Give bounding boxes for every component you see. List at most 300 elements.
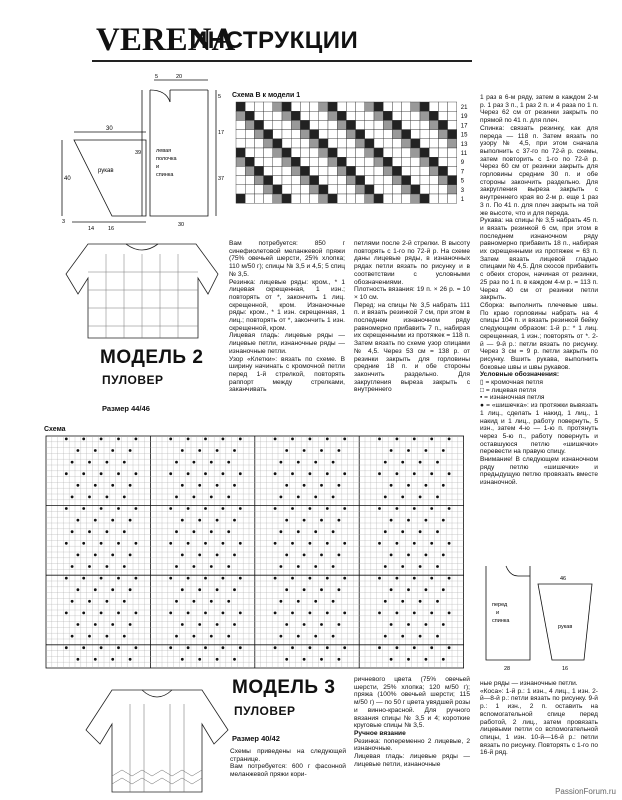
schema-grid-dot [82, 646, 85, 649]
schema-grid-dot [216, 519, 219, 522]
scheme-b-cell [337, 111, 346, 120]
schema-grid-dot [419, 461, 422, 464]
schema-grid-dot [378, 577, 381, 580]
scheme-b-cell [429, 185, 438, 194]
schema-grid-dot [407, 449, 410, 452]
scheme-b-cell [282, 157, 291, 166]
schema-grid-dot [407, 554, 410, 557]
schema-grid-dot [390, 588, 393, 591]
schema-grid-dot [297, 496, 300, 499]
scheme-b-cell [319, 102, 328, 111]
scheme-b-cell [438, 148, 447, 157]
schema-grid-dot [291, 472, 294, 475]
scheme-b-cell [383, 148, 392, 157]
schema-grid-dot [384, 600, 387, 603]
scheme-b-cell [392, 120, 401, 129]
dim-d5: 5 [218, 94, 222, 100]
scheme-b-cell [319, 148, 328, 157]
schema-grid-dot [88, 600, 91, 603]
scheme-b-cell [328, 176, 337, 185]
schema-grid-dot [396, 646, 399, 649]
schema-grid-dot [65, 646, 68, 649]
schema-grid-dot [384, 496, 387, 499]
schema-grid-dot [314, 635, 317, 638]
schema-grid-dot [274, 612, 277, 615]
text-c1d: Сборка: выполнить плечевые швы. По краю горловины набрать на 4 спицы 104 п. и вязать резинкой бейку следующим образом: 1-й р.: * 1 лиц. скрещенная, 1 изн.; повторять от *. 2-й — 9-й р.: петли вязать по рисунку. Через 3 см = 9 р. петли закрыть по рисунку. Вшить рукава, выполнить боковые швы и швы рукавов. [480, 301, 598, 371]
schema-grid-dot [320, 623, 323, 626]
schema-grid-dot [88, 565, 91, 568]
scheme-b-cell [346, 120, 355, 129]
scheme-b-cell [236, 148, 245, 157]
scheme-b-cell [392, 130, 401, 139]
scheme-b-cell [300, 148, 309, 157]
scheme-b-cell [346, 185, 355, 194]
scheme-b-cell [365, 139, 374, 148]
scheme-b-cell [411, 148, 420, 157]
schema-grid-dot [239, 438, 242, 441]
scheme-b-cell [411, 139, 420, 148]
schema-grid-dot [280, 496, 283, 499]
schema-grid-dot [303, 623, 306, 626]
scheme-b-cell [328, 139, 337, 148]
text-col-m3-mid [354, 676, 470, 768]
schema-grid-dot [187, 577, 190, 580]
schema-grid-dot [65, 577, 68, 580]
schema-grid-dot [378, 507, 381, 510]
scheme-b-cell [328, 120, 337, 129]
scheme-b-cell [291, 194, 300, 203]
schema-grid-dot [326, 577, 329, 580]
scheme-b-cell [365, 166, 374, 175]
text-m3g: ные ряды — изнаночные петли. [480, 680, 578, 687]
dim-bottom-28: 28 [504, 666, 511, 672]
scheme-b-cell [392, 194, 401, 203]
schema-grid-dot [169, 438, 172, 441]
pattern-diagram-model2 [480, 556, 602, 674]
schema-grid-dot [332, 496, 335, 499]
scheme-b-cell [420, 185, 429, 194]
scheme-b-cell [429, 157, 438, 166]
scheme-b-cell [254, 111, 263, 120]
schema-grid-dot [77, 554, 80, 557]
schema-grid-dot [129, 658, 132, 661]
schema-grid-dot [169, 472, 172, 475]
scheme-b-row-label: 3 [460, 187, 465, 194]
schema-grid-dot [419, 565, 422, 568]
schema-grid-dot [204, 438, 207, 441]
scheme-b-cell [254, 102, 263, 111]
scheme-b-cell [310, 102, 319, 111]
svg-text:спинка: спинка [156, 172, 174, 178]
schema-grid-dot [309, 507, 312, 510]
schema-grid-dot [198, 623, 201, 626]
scheme-b-cell [365, 130, 374, 139]
schema-grid-dot [309, 612, 312, 615]
scheme-b-row-label: 11 [460, 151, 468, 157]
scheme-b-cell [438, 139, 447, 148]
schema-grid-dot [169, 542, 172, 545]
scheme-b-cell [374, 120, 383, 129]
scheme-b-cell [245, 194, 254, 203]
schema-grid-dot [274, 577, 277, 580]
schema-grid-dot [274, 542, 277, 545]
schema-grid-dot [320, 588, 323, 591]
schema-grid-dot [111, 484, 114, 487]
scheme-b-cell [374, 166, 383, 175]
scheme-b-cell [448, 111, 457, 120]
scheme-b-cell [328, 194, 337, 203]
scheme-b-cell [254, 194, 263, 203]
scheme-b-cell [448, 102, 457, 111]
scheme-b-cell [337, 130, 346, 139]
schema-grid-dot [198, 658, 201, 661]
scheme-b-cell [429, 102, 438, 111]
schema-grid-dot [193, 600, 196, 603]
schema-grid-dot [332, 635, 335, 638]
text-c1: 1 раз в 6-м ряду, затем в каждом 2-м р. 1 раз 3 п., 1 раз 2 п. и 4 раза по 1 п. Через 62 см от резинки закрыть по прямой по 41 п. для плеч. [480, 94, 598, 125]
text-legend-3: ▪ = изнаночная петля [480, 394, 545, 402]
scheme-b-cell [264, 157, 273, 166]
schema-grid-dot [204, 542, 207, 545]
schema-grid-dot [401, 565, 404, 568]
schema-grid-dot [314, 461, 317, 464]
scheme-b-cell [448, 139, 457, 148]
schema-grid-dot [227, 530, 230, 533]
schema-grid-dot [326, 646, 329, 649]
schema-grid-dot [384, 635, 387, 638]
scheme-b-grid [232, 100, 478, 212]
schema-grid-dot [129, 554, 132, 557]
schema-grid-dot [419, 530, 422, 533]
scheme-b-cell [346, 157, 355, 166]
scheme-b-cell [291, 139, 300, 148]
schema-grid-dot [65, 438, 68, 441]
schema-grid-dot [442, 449, 445, 452]
scheme-b-cell [254, 157, 263, 166]
scheme-b-cell [429, 148, 438, 157]
scheme-b-cell [282, 166, 291, 175]
schema-grid-dot [239, 612, 242, 615]
scheme-b-title: Схема B к модели 1 [232, 92, 301, 99]
scheme-b-cell [236, 120, 245, 129]
schema-grid-dot [216, 623, 219, 626]
schema-grid-dot [332, 600, 335, 603]
scheme-b-cell [402, 157, 411, 166]
schema-grid-dot [297, 530, 300, 533]
schema-grid-dot [291, 612, 294, 615]
scheme-b-cell [448, 185, 457, 194]
schema-grid-dot [100, 577, 103, 580]
scheme-b-cell [420, 176, 429, 185]
schema-grid-dot [309, 646, 312, 649]
schema-grid-dot [419, 600, 422, 603]
schema-grid-dot [198, 554, 201, 557]
scheme-b-cell [310, 176, 319, 185]
schema-grid-dot [88, 461, 91, 464]
scheme-b-cell [438, 166, 447, 175]
dim-bottom-16: 16 [562, 666, 569, 672]
schema-grid-dot [169, 577, 172, 580]
schema-grid-dot [413, 472, 416, 475]
schema-grid-dot [123, 565, 126, 568]
scheme-b-cell [392, 139, 401, 148]
schema-grid-dot [442, 484, 445, 487]
schema-grid-dot [239, 472, 242, 475]
schema-grid-dot [106, 635, 109, 638]
scheme-b-cell [365, 194, 374, 203]
schema-grid-dot [291, 577, 294, 580]
schema-grid-dot [117, 646, 120, 649]
scheme-b-cell [319, 166, 328, 175]
schema-grid-dot [326, 472, 329, 475]
scheme-b-cell [438, 102, 447, 111]
schema-grid-dot [378, 472, 381, 475]
scheme-b-cell [365, 111, 374, 120]
scheme-b-cell [383, 139, 392, 148]
schema-grid-dot [343, 646, 346, 649]
scheme-b-cell [420, 194, 429, 203]
scheme-b-cell [429, 166, 438, 175]
dim-sleeve-height: 40 [64, 176, 71, 182]
scheme-b-cell [438, 185, 447, 194]
model3-subtitle: ПУЛОВЕР [234, 704, 296, 718]
schema-grid-dot [320, 519, 323, 522]
schema-grid-dot [175, 461, 178, 464]
schema-grid-dot [65, 542, 68, 545]
scheme-b-cell [383, 130, 392, 139]
schema-grid-dot [436, 461, 439, 464]
scheme-b-cell [291, 102, 300, 111]
schema-grid-dot [94, 658, 97, 661]
scheme-b-cell [328, 148, 337, 157]
schema-grid-dot [169, 612, 172, 615]
schema-grid-dot [396, 612, 399, 615]
schema-grid-dot [239, 646, 242, 649]
schema-grid-dot [378, 438, 381, 441]
schema-grid-dot [193, 461, 196, 464]
schema-grid-dot [425, 554, 428, 557]
scheme-b-cell [282, 148, 291, 157]
scheme-b-cell [356, 111, 365, 120]
schema-grid-dot [198, 449, 201, 452]
schema-grid-dot [303, 658, 306, 661]
schema-grid-dot [436, 600, 439, 603]
schema-grid-dot [94, 588, 97, 591]
scheme-b-cell [282, 139, 291, 148]
schema-grid-dot [436, 496, 439, 499]
schema-grid-dot [430, 577, 433, 580]
model3-title: МОДЕЛЬ 3 [232, 677, 336, 698]
scheme-b-cell [402, 130, 411, 139]
scheme-b-cell [300, 166, 309, 175]
schema-grid-dot [413, 542, 416, 545]
schema-grid-dot [297, 565, 300, 568]
scheme-b-cell [374, 130, 383, 139]
schema-grid-dot [285, 519, 288, 522]
schema-grid-dot [332, 565, 335, 568]
schema-grid-dot [343, 472, 346, 475]
schema-grid-dot [314, 565, 317, 568]
schema-grid-dot [227, 600, 230, 603]
schema-grid-dot [338, 484, 341, 487]
schema-grid-dot [309, 438, 312, 441]
schema-grid-dot [401, 600, 404, 603]
schema-grid-dot [401, 461, 404, 464]
scheme-b-cell [273, 120, 282, 129]
schema-grid-dot [117, 438, 120, 441]
scheme-b-cell [300, 185, 309, 194]
schema-grid-dot [222, 542, 225, 545]
scheme-b-cell [346, 166, 355, 175]
scheme-b-cell [245, 139, 254, 148]
text-m3f: Лицевая гладь: лицевые ряды — лицевые петли, изнаночные [354, 753, 470, 768]
scheme-b-cell [346, 111, 355, 120]
schema-grid-dot [303, 554, 306, 557]
schema-grid-dot [280, 600, 283, 603]
scheme-b-cell [264, 111, 273, 120]
scheme-b-cell [337, 102, 346, 111]
scheme-b-cell [264, 166, 273, 175]
schema-grid-dot [106, 530, 109, 533]
scheme-b-cell [264, 120, 273, 129]
scheme-b-cell [438, 194, 447, 203]
schema-grid-dot [419, 496, 422, 499]
scheme-b-cell [282, 185, 291, 194]
scheme-b-cell [319, 130, 328, 139]
schema-grid-dot [326, 507, 329, 510]
scheme-b-cell [429, 176, 438, 185]
sweater-model2-image [58, 234, 226, 342]
schema-grid-dot [129, 588, 132, 591]
scheme-b-cell [236, 194, 245, 203]
scheme-b-cell [300, 157, 309, 166]
scheme-b-cell [411, 111, 420, 120]
scheme-b-cell [273, 139, 282, 148]
scheme-b-cell [383, 176, 392, 185]
schema-grid-dot [384, 461, 387, 464]
scheme-b-cell [356, 185, 365, 194]
scheme-b-cell [310, 157, 319, 166]
scheme-b-cell [392, 148, 401, 157]
scheme-b-cell [448, 176, 457, 185]
schema-grid-dot [129, 484, 132, 487]
text-legend-1: ▯ = кромочная петля [480, 379, 543, 387]
schema-grid-dot [430, 542, 433, 545]
schema-grid-dot [401, 635, 404, 638]
schema-grid-dot [390, 484, 393, 487]
scheme-b-cell [273, 176, 282, 185]
scheme-b-cell [291, 111, 300, 120]
scheme-b-cell [411, 120, 420, 129]
schema-grid-dot [181, 449, 184, 452]
scheme-b-cell [337, 185, 346, 194]
schema-grid-dot [181, 554, 184, 557]
schema-grid-dot [106, 565, 109, 568]
dim-d37: 37 [218, 176, 225, 182]
schema-grid-dot [430, 438, 433, 441]
schema-grid-dot [413, 646, 416, 649]
schema-grid-dot [448, 507, 451, 510]
schema-grid-dot [71, 565, 74, 568]
text-m3b: Вам потребуется: 600 г фасонной меланжевой пряжи кори- [230, 763, 346, 779]
model2-size: Размер 44/46 [102, 404, 150, 413]
label-sleeve: рукав [98, 168, 114, 174]
schema-grid-dot [436, 635, 439, 638]
scheme-b-cell [411, 194, 420, 203]
scheme-b-cell [402, 194, 411, 203]
scheme-b-cell [236, 139, 245, 148]
scheme-b-cell [310, 166, 319, 175]
scheme-b-row-label: 21 [460, 105, 468, 111]
schema-grid-dot [94, 449, 97, 452]
scheme-b-cell [374, 148, 383, 157]
schema-grid-dot [129, 623, 132, 626]
schema-grid-dot [425, 658, 428, 661]
scheme-b-cell [337, 194, 346, 203]
schema-grid-dot [425, 588, 428, 591]
schema-grid-dot [320, 449, 323, 452]
schema-grid-dot [88, 530, 91, 533]
schema-grid-dot [448, 577, 451, 580]
dim-d3: 3 [62, 219, 66, 225]
schema-grid-dot [309, 472, 312, 475]
scheme-b-cell [448, 166, 457, 175]
schema-grid-dot [378, 646, 381, 649]
schema-grid-dot [338, 554, 341, 557]
scheme-b-cell [273, 194, 282, 203]
scheme-b-cell [356, 130, 365, 139]
scheme-b-cell [365, 148, 374, 157]
schema-grid-dot [430, 507, 433, 510]
scheme-b-cell [420, 166, 429, 175]
schema-grid-dot [233, 449, 236, 452]
schema-grid-dot [71, 635, 74, 638]
scheme-b-cell [236, 130, 245, 139]
scheme-b-cell [374, 185, 383, 194]
scheme-b-cell [402, 102, 411, 111]
schema-grid-dot [314, 496, 317, 499]
scheme-b-cell [365, 102, 374, 111]
schema-grid-dot [71, 461, 74, 464]
schema-grid-dot [222, 472, 225, 475]
scheme-b-cell [402, 148, 411, 157]
scheme-b-cell [420, 120, 429, 129]
schema-grid-dot [193, 635, 196, 638]
scheme-b-cell [411, 130, 420, 139]
text-m2c: Лицевая гладь: лицевые ряды — лицевые петли, изнаночные ряды — изнаночные петли. [229, 332, 345, 355]
schema-grid-dot [100, 438, 103, 441]
schema-grid-dot [88, 635, 91, 638]
schema-grid-dot [303, 588, 306, 591]
schema-grid-dot [239, 507, 242, 510]
scheme-b-cell [383, 185, 392, 194]
schema-grid-dot [285, 623, 288, 626]
scheme-b-cell [411, 185, 420, 194]
schema-grid-dot [280, 565, 283, 568]
scheme-b-cell [291, 166, 300, 175]
schema-grid-dot [227, 461, 230, 464]
scheme-b-cell [346, 102, 355, 111]
scheme-b-cell [282, 176, 291, 185]
scheme-b-cell [448, 148, 457, 157]
schema-grid-dot [338, 449, 341, 452]
dim-d14: 14 [88, 226, 95, 232]
schema-grid-dot [77, 449, 80, 452]
schema-grid-dot [187, 646, 190, 649]
scheme-b-cell [383, 157, 392, 166]
schema-grid-dot [233, 658, 236, 661]
scheme-b-cell [291, 120, 300, 129]
